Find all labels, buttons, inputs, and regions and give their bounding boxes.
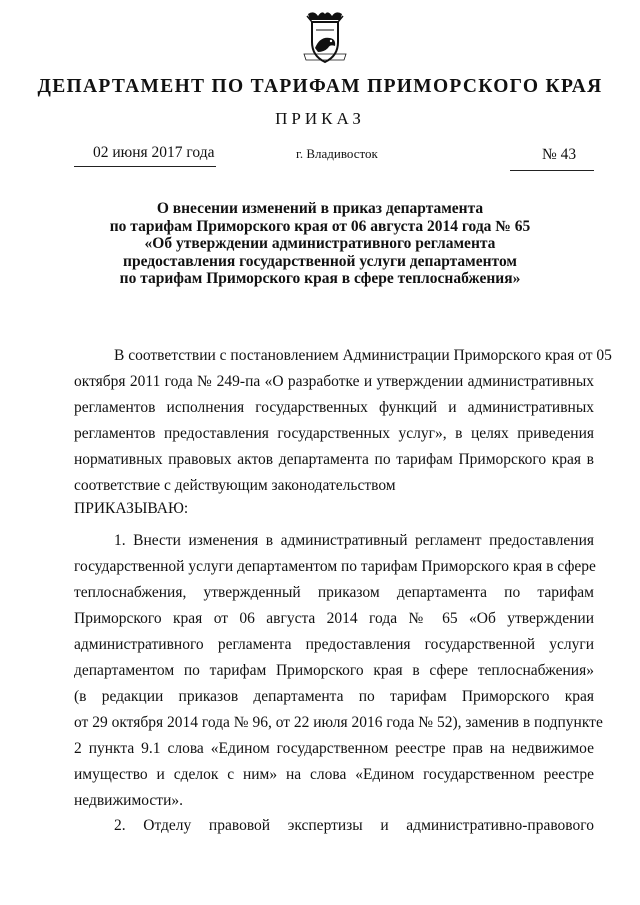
title-line: по тарифам Приморского края в сфере теплоснабжения» [119, 270, 521, 287]
text-line: имущество и сделок с ним» на слова «Едином государственном реестре [74, 766, 594, 783]
text-line: 1. Внести изменения в административный регламент предоставления [114, 532, 594, 549]
number-underline [510, 170, 594, 171]
coat-of-arms-icon [300, 8, 350, 66]
date-underline [74, 166, 216, 167]
text-line: (в редакции приказов департамента по тарифам Приморского края [74, 688, 594, 705]
text-line: регламентов исполнения государственных функций и административных [74, 399, 594, 416]
text-line: В соответствии с постановлением Администрации Приморского края от 05 [114, 347, 612, 364]
order-city: г. Владивосток [296, 146, 378, 161]
text-line: от 29 октября 2014 года № 96, от 22 июля 2016 года № 52), заменив в подпункте [74, 714, 603, 731]
clause-1-paragraph [74, 528, 603, 814]
text-line: Приморского края от 06 августа 2014 года № 65 «Об утверждении [74, 610, 594, 627]
text-line: государственной услуги департаментом по тарифам Приморского края в сфере [74, 558, 596, 575]
department-name: ДЕПАРТАМЕНТ ПО ТАРИФАМ ПРИМОРСКОГО КРАЯ [37, 76, 603, 97]
preamble-paragraph [74, 343, 612, 499]
text-line: административного регламента предоставления государственной услуги [74, 636, 594, 653]
text-line: 2 пункта 9.1 слова «Едином государственном реестре прав на недвижимое [74, 740, 594, 757]
text-line: нормативных правовых актов департамента по тарифам Приморского края в [74, 451, 594, 468]
title-line: «Об утверждении административного регламента [144, 235, 496, 252]
text-line: регламентов предоставления государственных услуг», в целях приведения [74, 425, 594, 442]
title-line: по тарифам Приморского края от 06 августа 2014 года № 65 [109, 217, 531, 235]
order-title [40, 200, 600, 288]
title-line: О внесении изменений в приказ департамента [156, 200, 484, 217]
title-line: предоставления государственной услуги департаментом [123, 252, 517, 270]
text-line: 2. Отделу правовой экспертизы и административно-правового [114, 817, 594, 834]
text-line: соответствие с действующим законодательством [74, 477, 396, 494]
text-line: недвижимости». [74, 792, 183, 809]
document-type: ПРИКАЗ [275, 109, 365, 128]
text-line: теплоснабжения, утвержденный приказом департамента по тарифам [74, 584, 594, 601]
text-line: октября 2011 года № 249-па «О разработке и утверждении административных [74, 373, 594, 390]
decree-heading: ПРИКАЗЫВАЮ: [74, 500, 189, 517]
clause-2-paragraph [74, 813, 594, 839]
text-line: департаментом по тарифам Приморского края в сфере теплоснабжения» [74, 662, 594, 679]
order-number: № 43 [542, 146, 577, 163]
order-date: 02 июня 2017 года [93, 144, 215, 161]
